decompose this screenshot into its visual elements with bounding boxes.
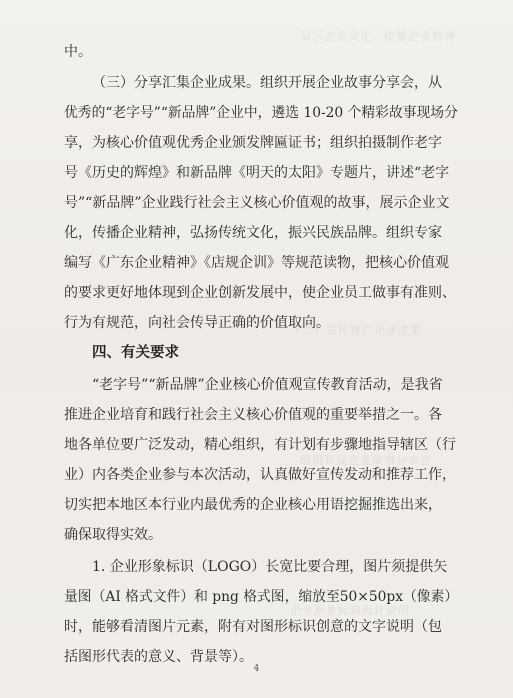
- paragraph-line: “老字号”“新品牌”企业核心价值观宣传教育活动，是我省: [92, 377, 443, 393]
- paragraph-line: 优秀的“老字号”“新品牌”企业中，遴选 10-20 个精彩故事现场分: [64, 105, 458, 121]
- paragraph-line: 推进企业培育和践行社会主义核心价值观的重要举措之一。各: [64, 407, 442, 423]
- bleed-through-text-2: （二）宣传推广企业成果: [290, 324, 422, 337]
- section-heading: 四、有关要求: [92, 345, 179, 361]
- paragraph-line: 时，能够看清图片元素，附有对图形标识创意的文字说明（包: [64, 619, 442, 635]
- paragraph-line: 行为有规范，向社会传导正确的价值取向。: [64, 315, 330, 331]
- paragraph-line: 号”“新品牌”企业践行社会主义核心价值观的故事，展示企业文: [64, 195, 450, 211]
- paragraph-line: 确保取得实效。: [64, 527, 162, 543]
- paragraph-line: 中。: [64, 44, 92, 60]
- paragraph-line: 号《历史的辉煌》和新品牌《明天的太阳》专题片，讲述“老字: [64, 165, 450, 181]
- paragraph-line: 切实把本地区本行业内最优秀的企业核心用语挖掘推选出来，: [64, 497, 442, 513]
- bleed-through-text-3: 组织开展企业故事分享会: [300, 454, 432, 467]
- paragraph-line: 括图形代表的意义、背景等）。: [64, 649, 253, 665]
- paragraph-line: 地各单位要广泛发动，精心组织，有计划有步骤地指导辖区（行: [64, 437, 456, 453]
- paragraph-line: （三）分享汇集企业成果。组织开展企业故事分享会，从: [92, 75, 442, 91]
- paragraph-line: 的要求更好地体现到企业创新发展中，使企业员工做事有准则、: [64, 285, 456, 301]
- bleed-through-text-1: 展示企业文化，传播企业精神: [300, 30, 456, 43]
- paragraph-line: 1. 企业形象标识（LOGO）长宽比要合理，图片须提供矢: [92, 559, 448, 575]
- paragraph-line: 享，为核心价值观优秀企业颁发牌匾证书；组织拍摄制作老字: [64, 135, 442, 151]
- paragraph-line: 量图（AI 格式文件）和 png 格式图，缩放至50×50px（像素）: [64, 589, 459, 605]
- bleed-through-text-4: 企业形象标识设计说明: [290, 604, 410, 617]
- paragraph-line: 编写《广东企业精神》《店规企训》等规范读物，把核心价值观: [64, 255, 449, 271]
- paragraph-line: 化，传播企业精神，弘扬传统文化，振兴民族品牌。组织专家: [64, 225, 442, 241]
- page-number: 4: [253, 664, 260, 674]
- paragraph-line: 业）内各类企业参与本次活动，认真做好宣传发动和推荐工作，: [64, 467, 456, 483]
